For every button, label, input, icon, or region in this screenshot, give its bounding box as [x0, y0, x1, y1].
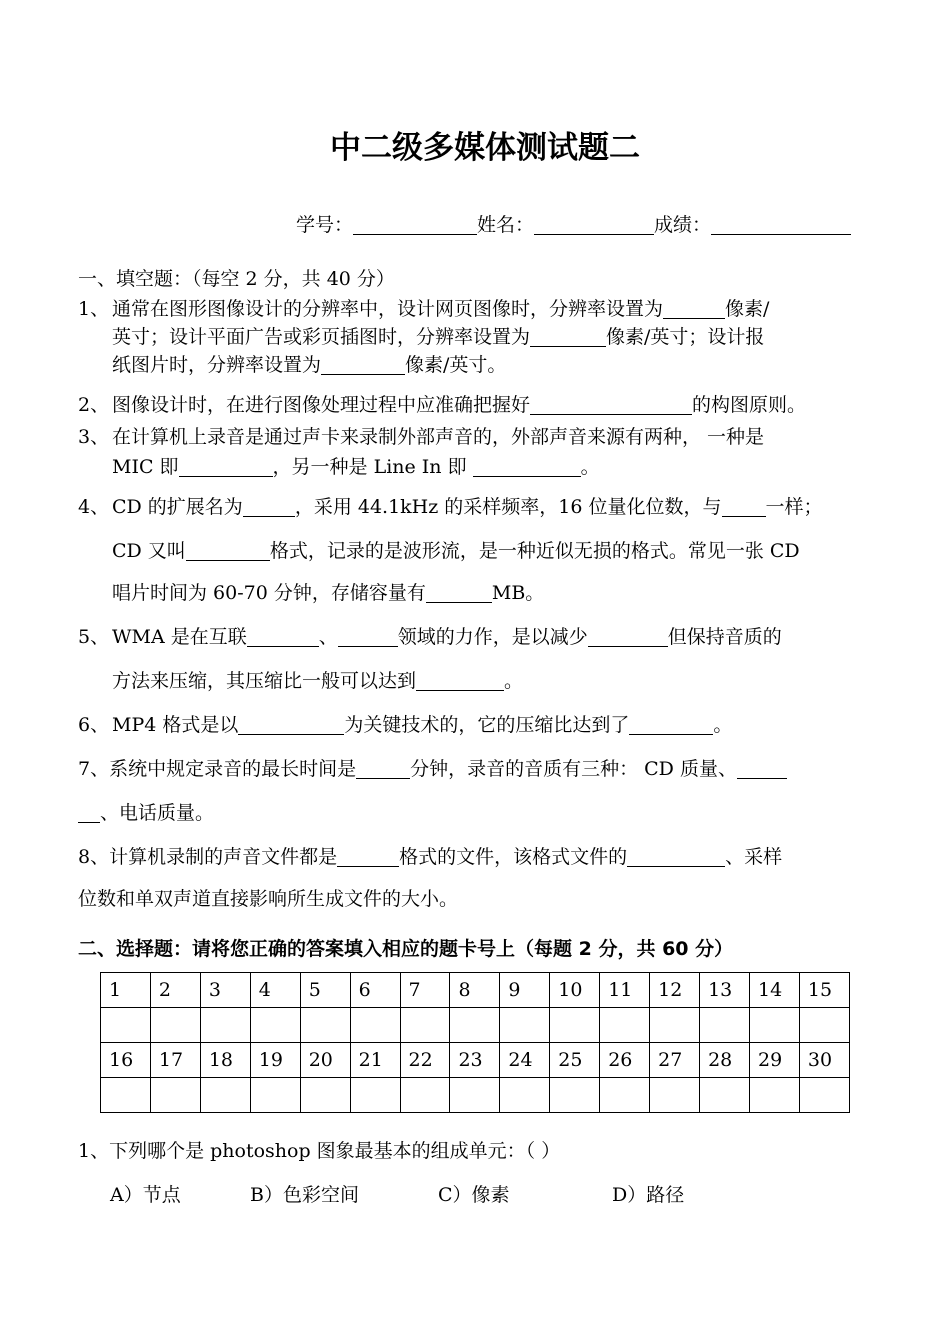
question-text: 图像设计时，在进行图像处理过程中应准确把握好 [112, 394, 531, 416]
answer-number-cell: 26 [600, 1043, 650, 1078]
student-id-blank[interactable] [353, 214, 477, 235]
question-text: 但保持音质的 [667, 626, 782, 648]
answer-number-cell: 27 [650, 1043, 700, 1078]
answer-blank[interactable] [629, 714, 713, 735]
answer-number-cell: 1 [101, 973, 151, 1008]
answer-cell[interactable] [500, 1008, 550, 1043]
answer-number-cell: 6 [350, 973, 400, 1008]
question-2 [78, 390, 806, 417]
question-4-line-1 [78, 492, 823, 519]
answer-blank-row [101, 1008, 850, 1043]
question-1-line-1 [78, 294, 769, 321]
mc-option-d[interactable]: D）路径 [612, 1184, 685, 1206]
answer-cell[interactable] [101, 1078, 151, 1113]
mc-option-c[interactable]: C）像素 [438, 1184, 510, 1206]
mc-option-b[interactable]: B）色彩空间 [250, 1184, 359, 1206]
question-text: ，采用 44.1kHz 的采样频率，16 位量化位数，与 [294, 496, 722, 518]
question-8-line-2: 位数和单双声道直接影响所生成文件的大小。 [78, 888, 459, 910]
answer-blank[interactable] [627, 846, 725, 867]
answer-blank[interactable] [238, 714, 344, 735]
page-title: 中二级多媒体测试题二 [330, 130, 640, 166]
answer-cell[interactable] [300, 1078, 350, 1113]
answer-cell[interactable] [150, 1008, 200, 1043]
answer-number-cell: 15 [799, 973, 849, 1008]
question-3-line-2 [112, 452, 600, 479]
question-text: 。 [504, 670, 524, 692]
question-text: 、 [318, 626, 338, 648]
answer-cell[interactable] [700, 1078, 750, 1113]
answer-cell[interactable] [250, 1078, 300, 1113]
answer-blank[interactable] [530, 394, 692, 415]
question-text: 方法来压缩，其压缩比一般可以达到 [112, 670, 417, 692]
question-7-line-2 [78, 798, 214, 825]
question-text: 唱片时间为 60-70 分钟，存储容量有 [112, 582, 426, 604]
question-text: 格式，记录的是波形流，是一种近似无损的格式。常见一张 CD [269, 540, 800, 562]
question-text: 8、计算机录制的声音文件都是 [78, 846, 338, 868]
answer-number-cell: 24 [500, 1043, 550, 1078]
question-7-line-1 [78, 754, 787, 781]
answer-blank[interactable] [356, 758, 410, 779]
answer-number-cell: 8 [450, 973, 500, 1008]
answer-cell[interactable] [150, 1078, 200, 1113]
question-text: 。 [580, 456, 600, 478]
answer-blank[interactable] [416, 670, 504, 691]
score-label: 成绩： [654, 214, 712, 236]
answer-number-cell: 7 [400, 973, 450, 1008]
mc-option-a[interactable]: A）节点 [110, 1184, 181, 1206]
question-6 [78, 710, 732, 737]
answer-blank[interactable] [530, 326, 606, 347]
answer-number-cell: 3 [200, 973, 250, 1008]
answer-cell[interactable] [650, 1078, 700, 1113]
answer-blank[interactable] [722, 496, 766, 517]
answer-cell[interactable] [200, 1008, 250, 1043]
question-text: 的构图原则。 [692, 394, 807, 416]
question-text: 英寸；设计平面广告或彩页插图时，分辨率设置为 [112, 326, 531, 348]
answer-number-cell: 22 [400, 1043, 450, 1078]
question-text: 一样； [765, 496, 823, 518]
answer-blank[interactable] [588, 626, 668, 647]
answer-cell[interactable] [749, 1078, 799, 1113]
answer-cell[interactable] [200, 1078, 250, 1113]
question-text: CD 又叫 [112, 540, 186, 562]
answer-blank[interactable] [186, 540, 270, 561]
answer-number-cell: 25 [550, 1043, 600, 1078]
section-fill-in-heading: 一、填空题：（每空 2 分，共 40 分） [78, 268, 395, 290]
answer-number-cell: 17 [150, 1043, 200, 1078]
question-text: 像素/英寸。 [405, 354, 507, 376]
answer-cell[interactable] [300, 1008, 350, 1043]
question-text: 。 [713, 714, 733, 736]
question-3-line-1 [78, 422, 764, 449]
question-8-line-1 [78, 842, 782, 869]
question-text: 、采样 [725, 846, 783, 868]
answer-number-cell: 14 [749, 973, 799, 1008]
answer-blank[interactable] [663, 298, 725, 319]
answer-cell[interactable] [350, 1078, 400, 1113]
answer-number-cell: 5 [300, 973, 350, 1008]
answer-number-cell: 12 [650, 973, 700, 1008]
answer-blank[interactable] [426, 582, 492, 603]
question-4-line-3 [112, 578, 544, 605]
answer-blank[interactable] [243, 496, 295, 517]
answer-number-cell: 19 [250, 1043, 300, 1078]
question-text: WMA 是在互联 [112, 626, 247, 648]
section-multiple-choice-heading: 二、选择题：请将您正确的答案填入相应的题卡号上（每题 2 分，共 60 分） [78, 938, 734, 960]
question-text: CD 的扩展名为 [112, 496, 243, 518]
answer-blank[interactable] [78, 802, 100, 823]
answer-cell[interactable] [400, 1008, 450, 1043]
answer-cell[interactable] [700, 1008, 750, 1043]
answer-number-cell: 16 [101, 1043, 151, 1078]
question-text: 为关键技术的，它的压缩比达到了 [344, 714, 630, 736]
answer-blank[interactable] [179, 456, 273, 477]
answer-number-cell: 23 [450, 1043, 500, 1078]
question-5-line-1 [78, 622, 782, 649]
question-1-line-2 [112, 322, 764, 349]
answer-blank[interactable] [473, 456, 581, 477]
answer-cell[interactable] [400, 1078, 450, 1113]
question-4-line-2 [112, 536, 800, 563]
question-text: 像素/ [725, 298, 770, 320]
question-text: ，另一种是 Line In 即 [272, 456, 473, 478]
answer-number-cell: 20 [300, 1043, 350, 1078]
answer-cell[interactable] [500, 1078, 550, 1113]
answer-cell[interactable] [600, 1008, 650, 1043]
answer-cell[interactable] [450, 1008, 500, 1043]
question-text: MB。 [491, 582, 545, 604]
question-1-line-3 [112, 350, 506, 377]
answer-cell[interactable] [550, 1008, 600, 1043]
answer-cell[interactable] [799, 1078, 849, 1113]
question-text: 通常在图形图像设计的分辨率中，设计网页图像时，分辨率设置为 [112, 298, 664, 320]
answer-blank[interactable] [247, 626, 319, 647]
answer-cell[interactable] [250, 1008, 300, 1043]
answer-number-cell: 4 [250, 973, 300, 1008]
answer-number-cell: 9 [500, 973, 550, 1008]
answer-blank-row [101, 1078, 850, 1113]
question-text: MIC 即 [112, 456, 179, 478]
question-5-line-2 [112, 666, 523, 693]
answer-cell[interactable] [350, 1008, 400, 1043]
student-id-label: 学号： [296, 214, 354, 236]
question-text: 领域的力作，是以减少 [397, 626, 588, 648]
question-number: 6、 [78, 714, 110, 736]
question-text: 、电话质量。 [100, 802, 215, 824]
answer-number-cell: 30 [799, 1043, 849, 1078]
question-text: MP4 格式是以 [112, 714, 239, 736]
answer-cell[interactable] [749, 1008, 799, 1043]
answer-number-cell: 18 [200, 1043, 250, 1078]
answer-number-cell: 28 [700, 1043, 750, 1078]
question-text: 7、系统中规定录音的最长时间是 [78, 758, 357, 780]
answer-blank[interactable] [737, 758, 787, 779]
score-blank[interactable] [711, 214, 851, 235]
answer-cell[interactable] [600, 1078, 650, 1113]
answer-number-row [101, 973, 850, 1008]
question-text: 分钟，录音的音质有三种： CD 质量、 [410, 758, 737, 780]
question-number: 5、 [78, 626, 110, 648]
mc-question-1: 1、下列哪个是 photoshop 图象最基本的组成单元：（ ） [78, 1140, 561, 1162]
question-text: 格式的文件，该格式文件的 [399, 846, 628, 868]
question-number: 4、 [78, 496, 110, 518]
student-info-line [296, 210, 851, 237]
answer-number-cell: 21 [350, 1043, 400, 1078]
answer-number-row [101, 1043, 850, 1078]
answer-number-cell: 13 [700, 973, 750, 1008]
answer-cell[interactable] [550, 1078, 600, 1113]
question-number: 2、 [78, 394, 110, 416]
question-number: 3、 [78, 426, 110, 448]
question-text: 在计算机上录音是通过声卡来录制外部声音的，外部声音来源有两种， 一种是 [112, 426, 765, 448]
name-label: 姓名： [477, 214, 535, 236]
answer-blank[interactable] [321, 354, 405, 375]
answer-blank[interactable] [338, 626, 398, 647]
answer-cell[interactable] [650, 1008, 700, 1043]
answer-number-cell: 11 [600, 973, 650, 1008]
answer-card-table [100, 972, 850, 1113]
answer-cell[interactable] [799, 1008, 849, 1043]
question-text: 像素/英寸；设计报 [606, 326, 765, 348]
answer-cell[interactable] [450, 1078, 500, 1113]
question-text: 纸图片时，分辨率设置为 [112, 354, 322, 376]
answer-number-cell: 29 [749, 1043, 799, 1078]
answer-number-cell: 2 [150, 973, 200, 1008]
question-number: 1、 [78, 298, 110, 320]
name-blank[interactable] [534, 214, 654, 235]
answer-cell[interactable] [101, 1008, 151, 1043]
answer-number-cell: 10 [550, 973, 600, 1008]
answer-blank[interactable] [337, 846, 399, 867]
